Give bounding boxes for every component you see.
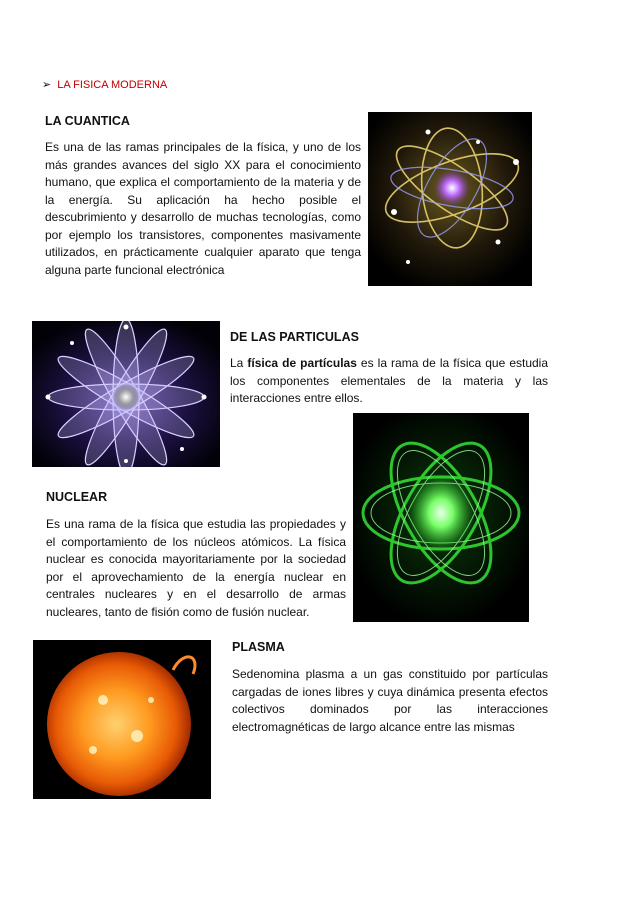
sun-plasma-image: [33, 640, 211, 799]
green-atom-image: [353, 413, 529, 622]
section-title-plasma: PLASMA: [232, 640, 285, 654]
section-text-nuclear: Es una rama de la física que estudia las propiedades y el comportamiento de los núcleos atómicos. La física nuclear es conocida mayoritariamente por la sociedad por el aprovechamiento de la energía nuclear en centrales nucleares y en el desarrollo de armas nucleares, tanto de fisión como de fusión nuclear.: [46, 517, 346, 619]
page-heading-text: LA FISICA MODERNA: [57, 78, 168, 91]
section-text-plasma: Sedenomina plasma a un gas constituido por partículas cargadas de iones libres y cuya dinámica presenta efectos colectivos dominados por las interacciones electromagnéticas de largo alcance entre las mismas: [232, 667, 548, 734]
section-text-particulas: [230, 355, 548, 408]
section-title-particulas: DE LAS PARTICULAS: [230, 330, 359, 344]
arrow-bullet-icon: ➢: [42, 79, 52, 91]
particulas-text-start: La: [230, 356, 248, 370]
section-title-cuantica: LA CUANTICA: [45, 114, 130, 128]
section-text-cuantica: Es una de las ramas principales de la física, y uno de los más grandes avances del siglo XX para el conocimiento humano, que explica el comportamiento de la materia y de la energía. Su aplicación ha hecho posible el descubrimiento y desarrollo de muchas tecnologías, como por ejemplo los transistores, componentes masivamente utilizados, en prácticamente cualquier aparato que tenga alguna parte funcional electrónica: [45, 140, 361, 277]
atom-orbits-image: [368, 112, 532, 286]
particulas-text-end: es la rama de la física que estudia los componentes elementales de la materia y las interacciones entre ellos.: [230, 356, 549, 405]
flower-atom-image: [32, 321, 220, 467]
section-title-nuclear: NUCLEAR: [46, 490, 108, 504]
particulas-text-bold: física de partículas: [247, 356, 357, 370]
page-heading: [42, 78, 167, 91]
